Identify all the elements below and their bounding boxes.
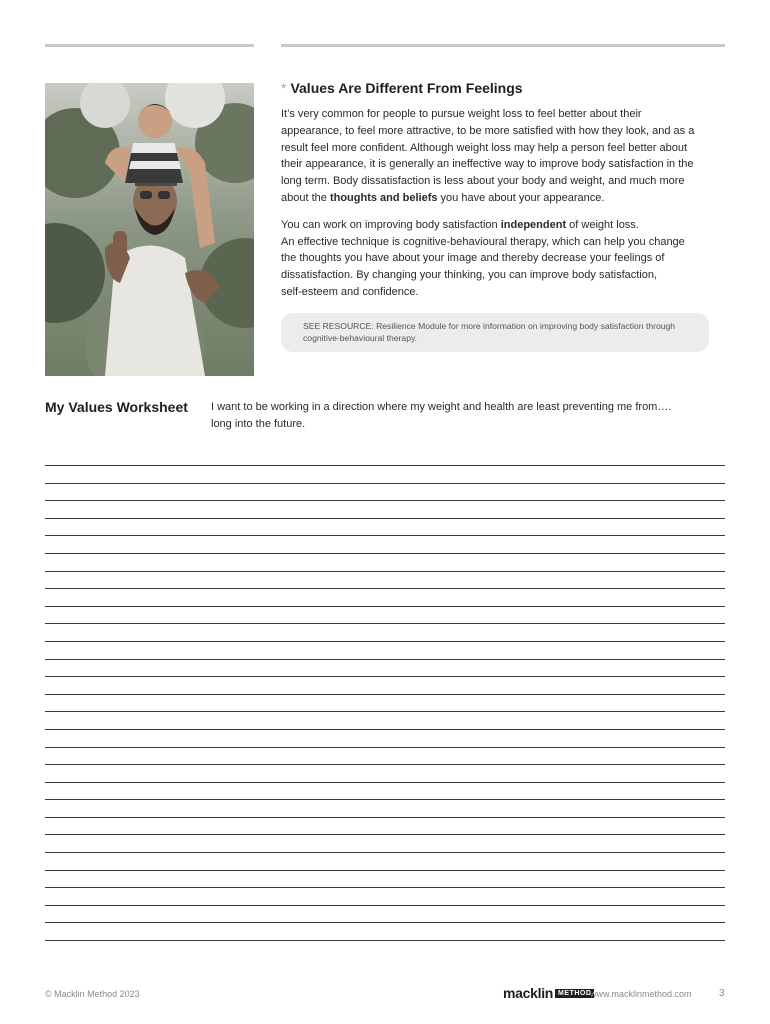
worksheet-prompt-line: long into the future. — [211, 417, 306, 430]
macklin-method-logo — [503, 985, 594, 1001]
worksheet-prompt-line: I want to be working in a direction where my weight and health are least preventing me from…. — [211, 401, 672, 413]
writing-line[interactable] — [45, 782, 725, 783]
footer-url[interactable]: www.macklinmethod.com — [590, 989, 692, 999]
writing-line[interactable] — [45, 641, 725, 642]
footer-copyright: © Macklin Method 2023 — [45, 989, 140, 999]
paragraph-1-prefix: about the — [281, 191, 330, 204]
writing-line[interactable] — [45, 659, 725, 660]
callout-line: cognitive-behavioural therapy. — [303, 333, 418, 344]
writing-line[interactable] — [45, 500, 725, 501]
writing-line[interactable] — [45, 588, 725, 589]
values-feelings-section — [281, 80, 726, 352]
logo-badge: METHOD — [555, 989, 594, 998]
writing-line[interactable] — [45, 711, 725, 712]
paragraph-2-suffix: of weight loss. — [566, 218, 639, 231]
logo-word: macklin — [503, 985, 554, 1001]
paragraph-1-line: result feel more confident. Although weight loss may help a person feel better about — [281, 141, 688, 154]
worksheet-prompt — [211, 399, 721, 433]
writing-line[interactable] — [45, 729, 725, 730]
paragraph-1-line: It’s very common for people to pursue weight loss to feel better about their — [281, 108, 642, 120]
writing-lines[interactable] — [45, 465, 725, 958]
paragraph-1-suffix: you have about your appearance. — [437, 191, 605, 204]
paragraph-3-line: An effective technique is cognitive-behavioural therapy, which can help you change — [281, 235, 685, 248]
writing-line[interactable] — [45, 694, 725, 695]
writing-line[interactable] — [45, 465, 725, 466]
writing-line[interactable] — [45, 623, 725, 624]
writing-line[interactable] — [45, 483, 725, 484]
paragraph-2 — [281, 217, 726, 301]
section-heading — [281, 80, 726, 96]
writing-line[interactable] — [45, 852, 725, 853]
writing-line[interactable] — [45, 764, 725, 765]
paragraph-1-line: their appearance, it is generally an ineffective way to improve body satisfaction in the — [281, 158, 694, 171]
paragraph-2-prefix: You can work on improving body satisfaction — [281, 218, 501, 231]
writing-line[interactable] — [45, 571, 725, 572]
paragraph-1 — [281, 106, 726, 207]
paragraph-2-bold: independent — [500, 218, 567, 231]
worksheet-title: My Values Worksheet — [45, 399, 188, 415]
paragraph-1-line: long term. Body dissatisfaction is less about your body and weight, and much more — [281, 175, 685, 188]
writing-line[interactable] — [45, 747, 725, 748]
paragraph-1-line: appearance, to feel more attractive, to be more satisfied with how they look, and as a — [281, 124, 695, 137]
writing-line[interactable] — [45, 606, 725, 607]
writing-line[interactable] — [45, 922, 725, 923]
writing-line[interactable] — [45, 553, 725, 554]
paragraph-3-line: dissatisfaction. By changing your thinking, you can improve body satisfaction, — [281, 269, 658, 282]
writing-line[interactable] — [45, 905, 725, 906]
paragraph-1-last-line — [281, 190, 726, 207]
writing-line[interactable] — [45, 887, 725, 888]
paragraph-1-bold: thoughts and beliefs — [329, 191, 438, 204]
father-and-child-photo — [45, 83, 254, 376]
writing-line[interactable] — [45, 799, 725, 800]
writing-line[interactable] — [45, 870, 725, 871]
paragraph-3-line: the thoughts you have about your image and thereby decrease your feelings of — [281, 252, 665, 265]
writing-line[interactable] — [45, 940, 725, 941]
paragraph-3-line: self-esteem and confidence. — [281, 285, 419, 298]
writing-line[interactable] — [45, 834, 725, 835]
writing-line[interactable] — [45, 817, 725, 818]
top-rule-left — [45, 44, 254, 47]
writing-line[interactable] — [45, 676, 725, 677]
paragraph-2-line — [281, 217, 726, 234]
top-rule-right — [281, 44, 725, 47]
callout-line: SEE RESOURCE: Resilience Module for more information on improving body satisfaction through — [303, 320, 676, 331]
page-number: 3 — [719, 988, 725, 999]
asterisk-icon: * — [281, 80, 287, 96]
writing-line[interactable] — [45, 535, 725, 536]
writing-line[interactable] — [45, 518, 725, 519]
section-title: Values Are Different From Feelings — [290, 80, 523, 96]
see-resource-callout — [281, 313, 709, 352]
